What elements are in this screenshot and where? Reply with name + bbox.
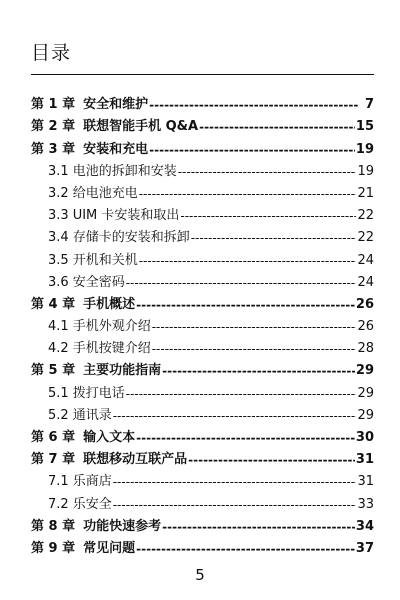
toc-leader bbox=[136, 541, 355, 557]
toc-entry-title: 开机和关机 bbox=[72, 252, 138, 268]
toc-entry-number: 第 4 章 bbox=[31, 296, 76, 312]
toc-leader bbox=[152, 319, 357, 335]
toc-entry-section-5-2[interactable] bbox=[31, 402, 374, 424]
toc-entry-number: 第 2 章 bbox=[31, 119, 76, 135]
toc-entry-number: 7.1 bbox=[48, 474, 69, 490]
toc-entry-title: 主要功能指南 bbox=[83, 363, 162, 379]
toc-entry-page: 28 bbox=[357, 341, 374, 357]
toc-entry-chapter-2[interactable] bbox=[31, 113, 374, 135]
toc-entry-section-7-2[interactable] bbox=[31, 490, 374, 512]
toc-leader bbox=[139, 186, 357, 202]
toc-entry-section-7-1[interactable] bbox=[31, 468, 374, 490]
toc-entry-page: 29 bbox=[355, 363, 374, 379]
toc-entry-title: 安装和充电 bbox=[83, 141, 149, 157]
toc-entry-page: 31 bbox=[357, 474, 374, 490]
toc-entry-section-3-3[interactable] bbox=[31, 202, 374, 224]
toc-leader bbox=[139, 253, 357, 269]
toc-entry-title: 乐商店 bbox=[72, 474, 112, 490]
toc-entry-chapter-7[interactable] bbox=[31, 446, 374, 468]
toc-entry-page: 22 bbox=[357, 208, 374, 224]
toc-entry-page: 26 bbox=[355, 296, 374, 312]
toc-entry-title: 手机按键介绍 bbox=[72, 341, 151, 357]
toc-entry-number: 3.5 bbox=[48, 252, 69, 268]
toc-entry-section-5-1[interactable] bbox=[31, 379, 374, 401]
toc-entry-chapter-5[interactable] bbox=[31, 357, 374, 379]
toc-entry-number: 第 1 章 bbox=[31, 97, 76, 113]
toc-entry-page: 29 bbox=[357, 407, 374, 423]
toc-entry-page: 22 bbox=[357, 230, 374, 246]
toc-entry-chapter-3[interactable] bbox=[31, 135, 374, 157]
toc-entry-number: 第 5 章 bbox=[31, 363, 76, 379]
toc-entry-title: 常见问题 bbox=[83, 540, 136, 556]
toc-entry-number: 3.3 bbox=[48, 208, 69, 224]
toc-entry-title: 输入文本 bbox=[83, 430, 136, 445]
toc-leader bbox=[126, 275, 357, 291]
toc-entry-page: 19 bbox=[357, 163, 374, 179]
toc-entry-section-4-1[interactable] bbox=[31, 313, 374, 335]
toc-entry-title: 手机外观介绍 bbox=[72, 319, 151, 335]
toc-entry-number: 5.1 bbox=[48, 385, 69, 401]
page-title: 目录 bbox=[31, 42, 72, 64]
toc-entry-page: 37 bbox=[355, 540, 374, 556]
toc-entry-number: 第 7 章 bbox=[31, 452, 76, 468]
toc-leader bbox=[149, 97, 359, 113]
toc-entry-page: 33 bbox=[357, 496, 374, 512]
toc-entry-chapter-4[interactable] bbox=[31, 291, 374, 313]
toc-entry-section-3-2[interactable] bbox=[31, 180, 374, 202]
page-number: 5 bbox=[195, 566, 205, 584]
toc-leader bbox=[199, 119, 355, 135]
toc-leader bbox=[162, 363, 355, 379]
toc-entry-number: 3.2 bbox=[48, 185, 69, 201]
toc-entry-page: 26 bbox=[357, 319, 374, 335]
toc-leader bbox=[136, 297, 355, 313]
toc-entry-number: 4.2 bbox=[48, 341, 69, 357]
toc-entry-chapter-1[interactable] bbox=[31, 91, 374, 113]
toc-entry-section-3-6[interactable] bbox=[31, 269, 374, 291]
toc-entry-title: UIM 卡安装和取出 bbox=[72, 208, 180, 224]
toc-leader bbox=[162, 519, 355, 535]
toc-entry-page: 24 bbox=[357, 274, 374, 290]
toc-entry-chapter-6[interactable] bbox=[31, 424, 374, 446]
toc-entry-page: 21 bbox=[357, 185, 374, 201]
toc-entry-title: 联想移动互联产品 bbox=[83, 452, 188, 468]
toc-entry-number: 4.1 bbox=[48, 319, 69, 335]
toc-entry-number: 3.4 bbox=[48, 230, 69, 246]
toc-leader bbox=[113, 408, 357, 424]
toc-entry-title: 拨打电话 bbox=[72, 385, 125, 401]
toc-leader bbox=[113, 497, 357, 513]
toc-leader bbox=[188, 452, 355, 468]
toc-entry-title: 安全和维护 bbox=[83, 97, 149, 113]
toc-entry-chapter-9[interactable] bbox=[31, 535, 374, 557]
toc-leader bbox=[152, 341, 357, 357]
toc-entry-chapter-8[interactable] bbox=[31, 513, 374, 535]
toc-leader bbox=[126, 386, 357, 402]
toc-entry-title: 存储卡的安装和拆卸 bbox=[72, 230, 190, 246]
toc-entry-section-3-5[interactable] bbox=[31, 246, 374, 268]
toc-leader bbox=[191, 230, 357, 246]
toc-entry-section-4-2[interactable] bbox=[31, 335, 374, 357]
toc-entry-title: 功能快速参考 bbox=[83, 518, 162, 534]
toc-entry-section-3-1[interactable] bbox=[31, 158, 374, 180]
toc-entry-page: 15 bbox=[355, 119, 374, 135]
toc-leader bbox=[136, 430, 355, 446]
toc-entry-page: 24 bbox=[357, 252, 374, 268]
toc-entry-title: 联想智能手机 Q&A bbox=[83, 119, 199, 135]
toc-entry-title: 电池的拆卸和安装 bbox=[72, 163, 177, 179]
toc-entry-number: 3.1 bbox=[48, 163, 69, 179]
toc-entry-section-3-4[interactable] bbox=[31, 224, 374, 246]
toc-entry-number: 7.2 bbox=[48, 496, 69, 512]
toc-entry-number: 第 8 章 bbox=[31, 518, 76, 534]
toc-entry-number: 第 3 章 bbox=[31, 141, 76, 157]
table-of-contents bbox=[31, 91, 374, 557]
toc-entry-title: 手机概述 bbox=[83, 296, 136, 312]
toc-entry-number: 5.2 bbox=[48, 407, 69, 423]
toc-entry-page: 7 bbox=[364, 97, 374, 113]
toc-entry-page: 30 bbox=[355, 430, 374, 445]
toc-entry-title: 乐安全 bbox=[72, 496, 112, 512]
toc-leader bbox=[149, 142, 355, 158]
toc-entry-page: 19 bbox=[355, 141, 374, 157]
toc-leader bbox=[113, 474, 357, 490]
toc-entry-title: 安全密码 bbox=[72, 274, 125, 290]
toc-entry-number: 第 6 章 bbox=[31, 430, 76, 445]
title-divider bbox=[31, 74, 374, 75]
toc-entry-title: 给电池充电 bbox=[72, 185, 138, 201]
toc-entry-title: 通讯录 bbox=[72, 407, 112, 423]
toc-entry-page: 29 bbox=[357, 385, 374, 401]
toc-entry-page: 34 bbox=[355, 518, 374, 534]
toc-leader bbox=[178, 164, 357, 180]
toc-entry-page: 31 bbox=[355, 452, 374, 468]
toc-entry-number: 3.6 bbox=[48, 274, 69, 290]
toc-leader bbox=[180, 208, 356, 224]
toc-entry-number: 第 9 章 bbox=[31, 540, 76, 556]
